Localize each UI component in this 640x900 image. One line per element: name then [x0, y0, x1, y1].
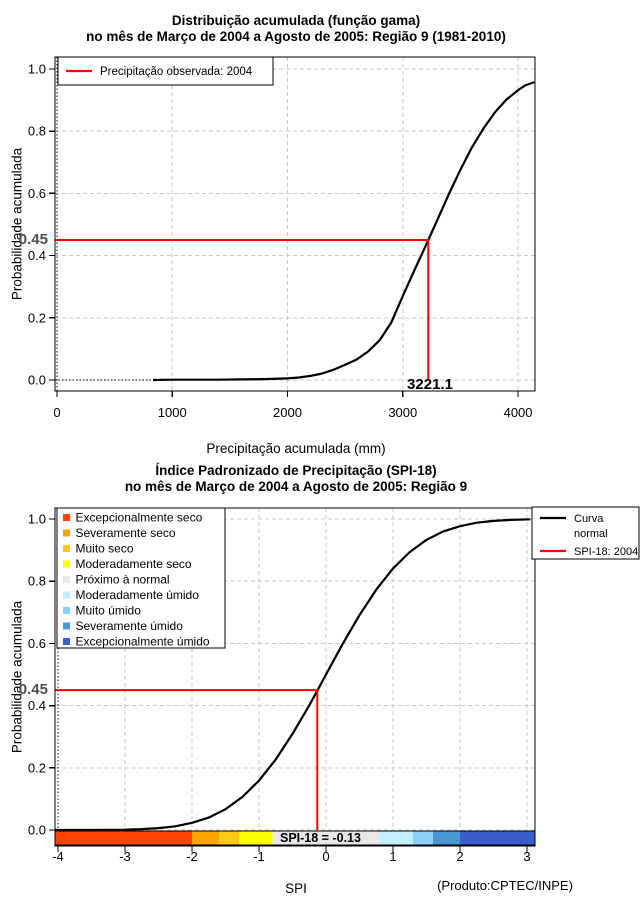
gridlines [55, 57, 535, 391]
chart2-title-line1: Índice Padronizado de Precipitação (SPI-18) [155, 463, 437, 478]
plot-border [55, 57, 535, 391]
svg-text:Muito seco: Muito seco [75, 541, 134, 556]
svg-text:4000: 4000 [503, 405, 533, 420]
chart2-spi-annotation: SPI-18 = -0.13 [280, 831, 361, 845]
spi-normal-cdf-plot [28, 507, 639, 864]
svg-text:Excepcionalmente úmido: Excepcionalmente úmido [75, 634, 210, 649]
svg-text:Próximo à normal: Próximo à normal [75, 572, 170, 587]
svg-text:1.0: 1.0 [27, 61, 46, 77]
svg-text:0.2: 0.2 [27, 310, 46, 326]
svg-text:0.4: 0.4 [27, 698, 46, 714]
chart1-precipitation-annotation: 3221.1 [407, 376, 453, 393]
svg-text:3000: 3000 [388, 405, 418, 420]
svg-text:0.0: 0.0 [27, 372, 46, 388]
observed-value-marker [55, 240, 428, 379]
svg-text:-2: -2 [186, 849, 198, 864]
chart1-y-axis-label: Probabilidade acumulada [9, 147, 25, 301]
svg-text:Muito úmido: Muito úmido [75, 603, 141, 618]
legend [58, 57, 273, 85]
svg-text:0.8: 0.8 [27, 573, 46, 589]
chart2-y-axis-label: Probabilidade acumulada [9, 600, 25, 754]
svg-text:1000: 1000 [157, 405, 187, 420]
svg-text:0.6: 0.6 [27, 185, 46, 201]
svg-text:0: 0 [53, 405, 61, 420]
svg-text:Excepcionalmente seco: Excepcionalmente seco [75, 510, 203, 525]
svg-text:0.4: 0.4 [27, 248, 46, 264]
spi-category-legend [57, 508, 225, 649]
chart1-title-line1: Distribuição acumulada (função gama) [171, 13, 421, 28]
svg-text:0.6: 0.6 [27, 635, 46, 651]
svg-text:1.0: 1.0 [27, 511, 46, 527]
svg-text:Moderadamente úmido: Moderadamente úmido [75, 588, 199, 602]
svg-text:-4: -4 [52, 849, 64, 864]
svg-text:0.0: 0.0 [27, 822, 46, 838]
chart2-x-axis-label: SPI [285, 881, 307, 896]
chart1-title-line2: no mês de Março de 2004 a Agosto de 2005: Região 9 (1981-2010) [86, 29, 506, 44]
svg-text:0.8: 0.8 [27, 123, 46, 139]
svg-text:SPI-18: 2004: SPI-18: 2004 [574, 546, 639, 558]
svg-text:Moderadamente seco: Moderadamente seco [75, 557, 192, 571]
product-credit: (Produto:CPTEC/INPE) [437, 878, 573, 893]
legend [532, 507, 639, 559]
svg-text:Severamente seco: Severamente seco [75, 526, 176, 540]
gamma-cdf-plot [28, 57, 535, 420]
curva-gama-curve [153, 82, 534, 380]
svg-text:0: 0 [322, 849, 330, 864]
chart2-probability-annotation: 0.45 [18, 681, 48, 698]
svg-text:Severamente úmido: Severamente úmido [75, 619, 183, 633]
svg-text:1: 1 [389, 849, 397, 864]
svg-text:-3: -3 [119, 849, 131, 864]
svg-text:-1: -1 [253, 849, 265, 864]
chart1-x-axis-label: Precipitação acumulada (mm) [206, 441, 386, 456]
chart1-probability-annotation: 0.45 [18, 231, 48, 248]
svg-text:Curva: Curva [574, 513, 604, 525]
svg-text:0.2: 0.2 [27, 760, 46, 776]
observed-value-marker [55, 690, 317, 830]
chart2-title-line2: no mês de Março de 2004 a Agosto de 2005: Região 9 [124, 479, 468, 494]
svg-text:normal: normal [574, 528, 608, 540]
svg-text:3: 3 [523, 849, 531, 864]
svg-text:2000: 2000 [273, 405, 302, 420]
svg-text:2: 2 [456, 849, 464, 864]
svg-text:Precipitação observada: 2004: Precipitação observada: 2004 [100, 66, 253, 78]
